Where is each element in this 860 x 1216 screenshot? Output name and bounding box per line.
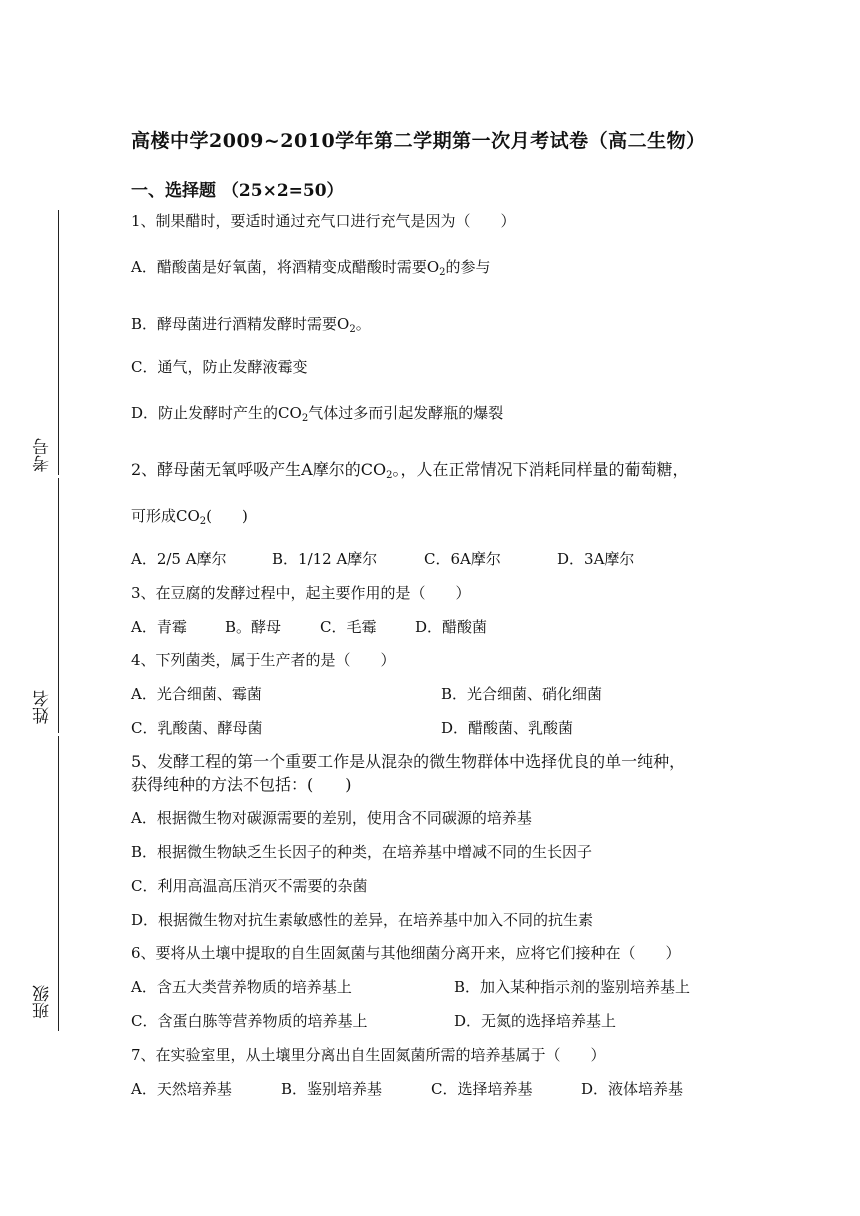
q4-option-d: D．醋酸菌、乳酸菌 — [441, 719, 574, 737]
q2-option-d: D．3A摩尔 — [557, 550, 635, 568]
q1-option-a: A．醋酸菌是好氧菌，将酒精变成醋酸时需要$O_2$的参与 — [131, 258, 491, 278]
q2-stem: 2、酵母菌无氧呼吸产生A摩尔的$CO_2$。，人在正常情况下消耗同样量的葡萄糖， — [131, 460, 689, 481]
q6-option-a: A．含五大类营养物质的培养基上 — [131, 978, 352, 996]
q7-stem: 7、在实验室里，从土壤里分离出自生固氮菌所需的培养基属于（ ） — [131, 1046, 606, 1064]
q5-option-a: A．根据微生物对碳源需要的差别，使用含不同碳源的培养基 — [131, 809, 532, 827]
q2-option-b: B．1/12 A摩尔 — [272, 550, 378, 568]
margin-label-class: 班级 — [33, 985, 53, 1019]
q6-stem: 6、要将从土壤中提取的自生固氮菌与其他细菌分离开来，应将它们接种在（ ） — [131, 944, 681, 962]
q7-option-d: D．液体培养基 — [581, 1080, 684, 1098]
q4-option-b: B．光合细菌、硝化细菌 — [441, 685, 603, 703]
q1-option-b: B．酵母菌进行酒精发酵时需要$O_2$。 — [131, 315, 371, 335]
margin-line-top — [58, 210, 59, 475]
q3-option-d: D．醋酸菌 — [415, 618, 488, 636]
q6-option-d: D．无氮的选择培养基上 — [454, 1012, 617, 1030]
q5-stem: 5、发酵工程的第一个重要工作是从混杂的微生物群体中选择优良的单一纯种， — [131, 752, 686, 771]
q2-option-c: C．6A摩尔 — [424, 550, 501, 568]
q5-option-c: C．利用高温高压消灭不需要的杂菌 — [131, 877, 368, 895]
q1-option-d: D．防止发酵时产生的$CO_2$气体过多而引起发酵瓶的爆裂 — [131, 404, 504, 424]
q3-option-c: C．毛霉 — [320, 618, 377, 636]
q1-stem: 1、制果醋时，要适时通过充气口进行充气是因为（ ） — [131, 212, 516, 230]
q4-option-c: C．乳酸菌、酵母菌 — [131, 719, 263, 737]
q2-option-a: A．2/5 A摩尔 — [131, 550, 227, 568]
margin-line-bottom — [58, 736, 59, 1031]
q3-option-a: A．青霉 — [131, 618, 187, 636]
q4-option-a: A．光合细菌、霉菌 — [131, 685, 262, 703]
q5-option-b: B．根据微生物缺乏生长因子的种类，在培养基中增减不同的生长因子 — [131, 843, 593, 861]
q1-option-c: C．通气，防止发酵液霉变 — [131, 358, 308, 376]
q4-stem: 4、下列菌类，属于生产者的是（ ） — [131, 651, 396, 669]
page-title: 高楼中学2009~2010学年第二学期第一次月考试卷（高二生物） — [131, 130, 706, 152]
q5-option-d: D．根据微生物对抗生素敏感性的差异，在培养基中加入不同的抗生素 — [131, 911, 594, 929]
q5-stem-continued: 获得纯种的方法不包括：( ) — [131, 775, 352, 794]
section-heading: 一、选择题 （25×2=50） — [131, 181, 344, 201]
q7-option-a: A．天然培养基 — [131, 1080, 232, 1098]
margin-line-middle — [58, 478, 59, 733]
q2-stem-continued: 可形成$CO_2$( ) — [131, 507, 248, 527]
q3-option-b: B。酵母 — [225, 618, 282, 636]
q3-stem: 3、在豆腐的发酵过程中，起主要作用的是（ ） — [131, 584, 471, 602]
q6-option-b: B．加入某种指示剂的鉴别培养基上 — [454, 978, 691, 996]
margin-label-exam-number: 考号 — [33, 438, 53, 472]
q7-option-b: B．鉴别培养基 — [281, 1080, 383, 1098]
q6-option-c: C．含蛋白胨等营养物质的培养基上 — [131, 1012, 368, 1030]
q7-option-c: C．选择培养基 — [431, 1080, 533, 1098]
margin-label-name: 姓名 — [33, 690, 53, 724]
